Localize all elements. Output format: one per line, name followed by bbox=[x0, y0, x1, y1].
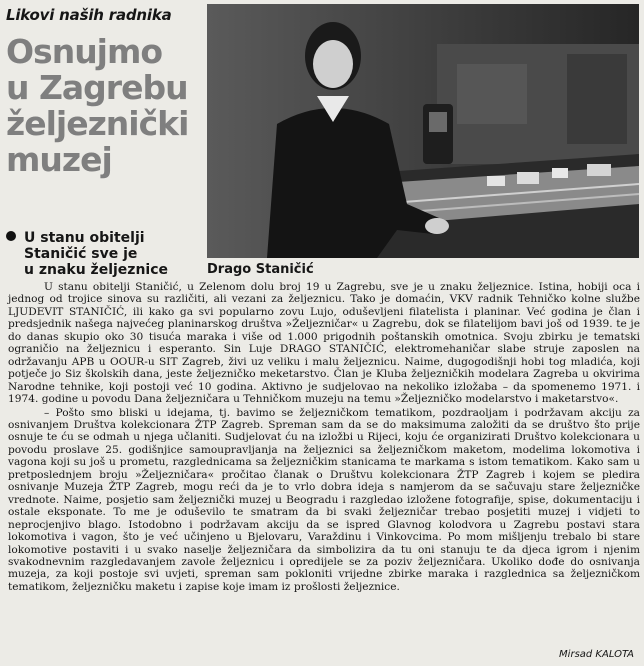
article-subhead bbox=[6, 230, 202, 278]
bullet-icon bbox=[6, 231, 16, 241]
article-headline bbox=[6, 34, 206, 178]
subhead-line: u znaku željeznice bbox=[24, 262, 168, 278]
subhead-text: U stanu obitelji bbox=[24, 230, 145, 246]
headline-line: željeznički bbox=[6, 104, 189, 143]
body-paragraph: U stanu obitelji Staničić, u Zelenom dolu broj 19 u Zagrebu, sve je u znaku željeznice. Istina, hobiji oca i jednog od trojice sinova su različiti, ali vezani za željeznicu. Tako je domaćin, VKV radnik Tehničko kolne službe LJUDEVIT STANIČIĆ, ili kako ga svi popularno zovu Lujo, oduševljeni filatelista i planinar. Već godina je član i predsjednik našega najvećeg planinarskog društva »Željezničar« u Zagrebu, dok se filatelijom bavi još od 1939. te je do danas skupio oko 30 tisuća maraka i više od 1.000 prigodnih poštanskih omotnica. Svoju zbirku je tematski ograničio na željeznicu i esperanto. Sin Luje DRAGO STANIČIĆ, elektromehaničar slabe struje zaposlen na održavanju APB u OOUR-u SIT Zagreb, živi uz veliku i malu željeznicu. Naime, dugogodišnji hobi tog mladića, koji potječe jo Siz školskih dana, jeste željezničko meketarstvo. Član je Kluba željezničkih modelara Zagreba u okvirima Narodne tehnike, koji postoji već 10 godina. Aktivno je sudjelovao na nekoliko izložaba – da spomenemo 1971. i 1974. godine u povodu Dana željezničara u Tehničkom muzeju na temu »Željezničko modelarstvo i maketarstvo«. bbox=[8, 281, 640, 406]
headline-line: muzej bbox=[6, 140, 112, 179]
body-paragraph: – Pošto smo bliski u idejama, tj. bavimo se željezničkom tematikom, pozdraoljam i podržavam akciju za osnivanjem Društva kolekcionara ŽTP Zagreb. Spreman sam da se do maksimuma založiti da se društvo što prije osnuje te ću se odmah u njega učlaniti. Sudjelovat ću na izložbi u Rijeci, koju će organizirati Društvo kolekcionara u povodu proslave 25. godišnjice samoupravljanja na željeznici sa željezničkom maketom, modelima lokomotiva i vagona koji su još u prometu, razglednicama sa željezničkim stanicama te markama s istom tematikom. Kako sam u pretposlednjem broju »Željezničara« pročitao članak o Društvu kolekcionara ŽTP Zagreb i kojem se pledira osnivanje Muzeja ŽTP Zagreb, mogu reći da je to vrlo dobra ideja s namjerom da se sačuvaju stare željezničke vrednote. Naime, posjetio sam željeznički muzej u Beogradu i razgledao izložene fotografije, spise, dokumentaciju i ostale eksponate. To me je oduševilo te smatram da bi svaki željezničar trebao posjetiti muzej i vidjeti to neprocjenjivo blago. Istodobno i podržavam akciju da se ispred Glavnog kolodvora u Zagrebu postavi stara lokomotiva i vagon, što je već učinjeno u Bjelovaru, Varaždinu i Vinkovcima. Po mom mišljenju trebalo bi stare lokomotive postaviti i u svako naselje željezničara da simbolizira da tu oni stanuju te da djeca igrom i njenim svakodnevnim razgledavanjem zavole željeznicu i opredijele se za poziv željezničara. Ukoliko dođe do osnivanja muzeja, za koji postoje svi uvjeti, spreman sam pokloniti vrijedne zbirke maraka i razglednica sa željezničkom tematikom, željezničku maketu i zapise koje imam iz prošlosti željeznice. bbox=[8, 406, 640, 593]
headline-line: Osnujmo bbox=[6, 32, 163, 71]
subhead-line bbox=[6, 230, 202, 246]
subhead-line: Staničić sve je bbox=[24, 246, 138, 262]
author-byline: Mirsad KALOTA bbox=[559, 649, 634, 660]
photo-caption: Drago Staničić bbox=[207, 262, 314, 277]
photo-illustration bbox=[207, 4, 639, 258]
article-photo bbox=[207, 4, 639, 258]
headline-line: u Zagrebu bbox=[6, 68, 188, 107]
section-kicker: Likovi naših radnika bbox=[6, 6, 172, 24]
article-body bbox=[8, 281, 640, 593]
